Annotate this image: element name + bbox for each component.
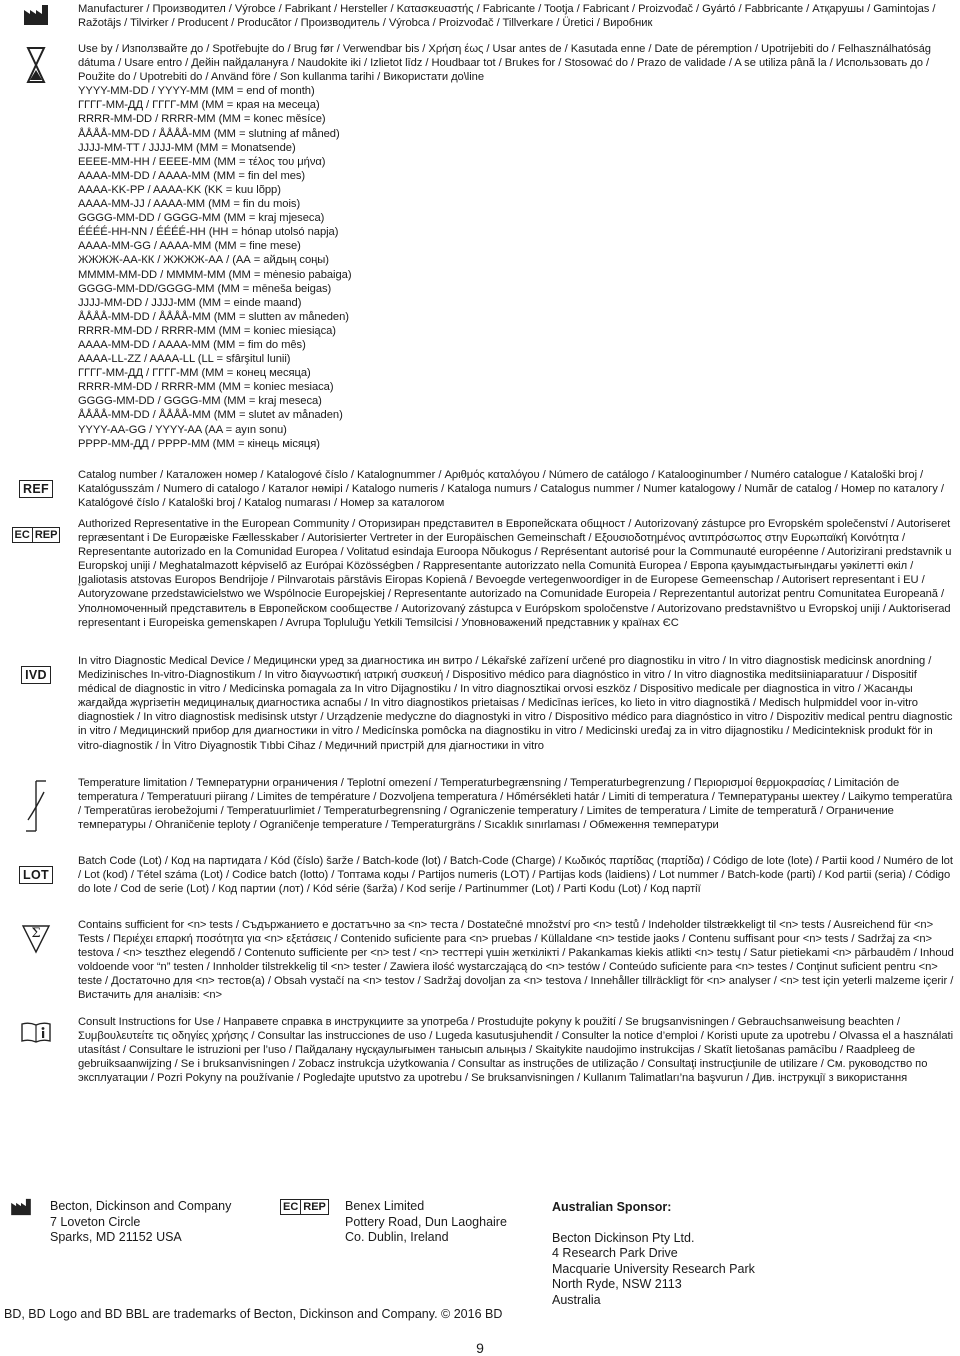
contains-text: Contains sufficient for <n> tests / Съдържанието е достатъчно за <n> теста / Dostatečné množství pro <n> testů / Indeholder tilstrækkeligt til <n> tests / Ausreichend für <n> Tests / Περιέχει επαρκή ποσότητα για <n> εξετάσεις / Contenido suficiente para <n> pruebas / Küllaldane <n> testide jaoks / Contenu suffisant pour <n> tests / Sadržaj za <n> testova / <n> teszthez elegendő / Contenuto sufficiente per <n> test / <n> тесттері үшін жеткілікті / Pakankamas kiekis atlikti <n> testų / Satur pietiekami <n> pārbaudēm / Inhoud voldoende voor “n” testen / Innholder tilstrekkelig til <n> tester / Zawiera ilość wystarczającą do <n> testów / Conteúdo suficiente para <n> testes / Conţinut suficient pentru <n> teste / Достаточно для <n> тестов(а) / Obsah vystačí na <n> testov / Sadržaj dovoljan za <n> testova / Innehåller tillräckligt för <n> analyser / <n> test için yeterli malzeme içerir / Вистачить для аналізів: <n> <box>78 919 954 1002</box>
page-number: 9 <box>476 1340 484 1356</box>
consult-text: Consult Instructions for Use / Направете справка в инструкциите за употреба / Prostudujte pokyny k použití / Se brugsanvisningen / Gebrauchsanweisung beachten / Συμβουλευτείτε τις οδηγίες χρήσης / Consultar las instrucciones de uso / Lugeda kasutusjuhendit / Consulter la notice d’emploi / Koristi upute za upotrebu / Olvassa el a használati utasítást / Consultare le istruzioni per l’uso / Пайдалану нұсқаулығымен танысып алыңыз / Skaitykite naudojimo instrukcijas / Skatīt lietošanas pamācību / Raadpleeg de gebruiksaanwijzing / Se i bruksanvisningen / Zobacz instrukcja użytkowania / Consultar as instruções de utilização / Consultaţi instrucţiunile de utilizare / См. руководство по эксплуатации / Pozri Pokyny na používanie / Pogledajte uputstvo za upotrebu / Se bruksanvisningen / Kullanım Talimatları’na başvurun / Див. інструкції з використання <box>78 1016 954 1085</box>
footer-ec-rep-icon <box>280 1199 329 1215</box>
authorized-rep-text: Authorized Representative in the European Community / Оторизиран представител в Европейската общност / Autorizovaný zástupce pro Evropském společenství / Autoriseret repræsentant i De Europæiske Fællesskaber / Autorisierter Vertreter in der Europäischen Gemeinschaft / Εξουσιοδοτημένος αντιπρόσωπος στην Ευρωπαϊκή Κοινότητα / Representante autorizado en la Comunidad Europea / Volitatud esindaja Euroopa Nõukogus / Représentant autorisé pour la Communauté européenne / Autorizirani predstavnik u Europskoj uniji / Meghatalmazott képviselő az Európai Közösségben / Rappresentante autorizzato nella Comunità Europea / Европа қауымдастығындағы уәкілетті өкіл / Įgaliotasis atstovas Europos Bendrijoje / Pilnvarotais pārstāvis Eiropas Kopienā / Bevoegde vertegenwoordiger in de Europese Gemeenschap / Autorisert representant i EU / Autoryzowane przedstawicielstwo we Wspólnocie Europejskiej / Representante autorizado na Comunidade Europeia / Reprezentantul autorizat pentru Comunitatea Europeană / Уполномоченный представитель в Европейском сообществе / Autorizovaný zástupca v Európskom spoločenstve / Autorizovano predstavništvo u Evropskoj uniji / Auktoriserad representant i Europeiska gemenskapen / Avrupa Topluluğu Yetkili Temsilcisi / Уповноважений представник у країнах ЄС <box>78 518 952 629</box>
temperature-limit-icon <box>22 778 50 834</box>
australian-sponsor <box>552 1184 755 1324</box>
footer-ec-label: EC <box>280 1199 301 1215</box>
catalog-text: Catalog number / Каталожен номер / Katalogové číslo / Katalognummer / Αριθμός καταλόγου / Número de catálogo / Katalooginumber / Numéro catalogue / Kataloški broj / Katalógusszám / Numero di catalogo / Каталог нөмірі / Katalogo numeris / Kataloga numurs / Catalogus nummer / Numer katalogowy / Număr de catalog / Номер по каталогу / Katalógové číslo / Kataloški broj / Katalog numarası / Номер за каталогом <box>78 469 944 510</box>
manufacturer-text: Manufacturer / Производител / Výrobce / Fabrikant / Hersteller / Κατασκευαστής / Fabricante / Tootja / Fabricant / Proizvođač / Gyártó / Fabbricante / Атқарушы / Gamintojas / Ražotājs / Tilvirker / Producent / Producător / Производитель / Výrobca / Proizvođač / Tillverkare / Üretici / Виробник <box>78 3 936 29</box>
use-by-text: Use by / Използвайте до / Spotřebujte do / Brug før / Verwendbar bis / Χρήση έως / Usar antes de / Kasutada enne / Date de péremption / Upotrijebiti do / Felhasználhatóság dátuma / Usare entro / Дейін пайдалануға / Naudokite iki / Izlietot līdz / Houdbaar tot / Brukes for / Stosować do / Prazo de validade / A se utiliza până la / Использовать до / Použite do / Upotrebiti do / Använd före / Son kullanma tarihi / Використати до\line YYYY-MM-DD / YYYY-MM (MM = end of month) ГГГГ-ММ-ДД / ГГГГ-ММ (ММ = края на месеца) RRRR-MM-DD / RRRR-MM (MM = konec měsíce) ÅÅÅÅ-MM-DD / ÅÅÅÅ-MM (MM = slutning af måned) JJJJ-MM-TT / JJJJ-MM (MM = Monatsende) ΕΕΕΕ-ΜΜ-ΗΗ / ΕΕΕΕ-ΜΜ (ΜΜ = τέλος του μήνα) AAAA-MM-DD / AAAA-MM (MM = fin del mes) AAAA-KK-PP / AAAA-KK (KK = kuu lõpp) AAAA-MM-JJ / AAAA-MM (MM = fin du mois) GGGG-MM-DD / GGGG-MM (MM = kraj mjeseca) ÉÉÉÉ-HH-NN / ÉÉÉÉ-HH (HH = hónap utolsó napja) AAAA-MM-GG / AAAA-MM (MM = fine mese) ЖЖЖЖ-АА-КК / ЖЖЖЖ-АА / (АА = айдың соңы) MMMM-MM-DD / MMMM-MM (MM = mėnesio pabaiga) GGGG-MM-DD/GGGG-MM (MM = mēneša beigas) JJJJ-MM-DD / JJJJ-MM (MM = einde maand) ÅÅÅÅ-MM-DD / ÅÅÅÅ-MM (MM = slutten av måneden) RRRR-MM-DD / RRRR-MM (MM = koniec miesiąca) AAAA-MM-DD / AAAA-MM (MM = fim do mês) AAAA-LL-ZZ / AAAA-LL (LL = sfârşitul lunii) ГГГГ-ММ-ДД / ГГГГ-ММ (ММ = конец месяца) RRRR-MM-DD / RRRR-MM (MM = koniec mesiaca) GGGG-MM-DD / GGGG-MM (MM = kraj meseca) ÅÅÅÅ-MM-DD / ÅÅÅÅ-MM (MM = slutet av månaden) YYYY-AA-GG / YYYY-AA (AA = ayın sonu) РРРР-ММ-ДД / РРРР-ММ (ММ = кінець місяця) <box>78 43 931 450</box>
ref-icon: REF <box>19 480 53 498</box>
consult-instructions-icon <box>20 1021 52 1043</box>
ivd-icon: IVD <box>21 666 51 684</box>
rep-address: Benex Limited Pottery Road, Dun Laoghaire Co. Dublin, Ireland <box>345 1199 507 1244</box>
rep-label: REP <box>33 527 61 543</box>
ivd-text: In vitro Diagnostic Medical Device / Медицински уред за диагностика ин витро / Lékařské zařízení určené pro diagnostiku in vitro / In vitro diagnostisk medicinsk anordning / Medizinisches In-vitro-Diagnostikum / In vitro διαγνωστική ιατρική συσκευή / Dispositivo médico para diagnóstico in vitro / In vitro diagnostika meditsiiniaparatuur / Dispositif médical de diagnostic in vitro / Medicinska pomagala za In vitro Dijagnostiku / In vitro diagnosztikai orvosi eszköz / Dispositivo medicale per diagnostica in vitro / Жасанды жағдайда жүргізетін медициналық диагностика аспабы / In vitro diagnostikos prietaisas / Medicīnas ierīces, ko lieto in vitro diagnostikā / Medisch hulpmiddel voor in-vitro diagnostiek / In vitro diagnostisk medisinsk utstyr / Urządzenie medyczne do diagnostyki in vitro / Dispositivo médico para diagnóstico in vitro / Dispozitiv medical pentru diagnostic in vitro / Медицинский прибор для диагностики in vitro / Medicínska pomôcka na diagnostiku in vitro / Medicinski uređaj za in vitro dijagnostiku / Medicinteknisk produkt för in vitro-diagnostik / İn Vitro Diyagnostik Tıbbi Cihaz / Медичний пристрій для діагностики in vitro <box>78 655 953 752</box>
trademark-notice: BD, BD Logo and BD BBL are trademarks of Becton, Dickinson and Company. © 2016 BD <box>4 1307 503 1321</box>
ec-rep-icon <box>12 527 61 543</box>
manufacturer-address: Becton, Dickinson and Company 7 Loveton Circle Sparks, MD 21152 USA <box>50 1199 232 1244</box>
lot-icon: LOT <box>19 866 53 884</box>
manufacturer-icon <box>23 4 49 26</box>
footer-rep-label: REP <box>301 1199 329 1215</box>
temperature-text: Temperature limitation / Температурни ограничения / Teplotní omezení / Temperaturbegrænsning / Temperaturbegrenzung / Περιορισμοί θερμοκρασίας / Limitación de temperatura / Temperatuuri piirang / Limites de température / Dozvoljena temperatura / Hőmérsékleti határ / Limiti di temperatura / Температураны шектеу / Laikymo temperatūra / Temperatūras ierobežojumi / Temperatuurlimiet / Temperaturbegrensning / Ograniczenie temperatury / Limites de temperatura / Limite de temperatură / Ограничение температуры / Ohraničenie teploty / Ograničenje temperature / Temperaturgräns / Sıcaklık sınırlaması / Обмеження температури <box>78 777 953 832</box>
sigma-label: Σ <box>31 926 41 941</box>
footer-manufacturer-icon <box>10 1198 32 1216</box>
sigma-icon <box>21 924 51 954</box>
hourglass-icon <box>26 46 46 84</box>
sponsor-address: Becton Dickinson Pty Ltd. 4 Research Park Drive Macquarie University Research Park North Ryde, NSW 2113 Australia <box>552 1230 755 1307</box>
batch-text: Batch Code (Lot) / Код на партидата / Kód (číslo) šarže / Batch-kode (lot) / Batch-Code (Charge) / Κωδικός παρτίδας (παρτίδα) / Código de lote (lote) / Partii kood / Numéro de lot / Lot (kod) / Tétel száma (Lot) / Codice batch (lotto) / Топтама коды / Partijos numeris (LOT) / Partijas kods (laidiens) / Lot nummer / Batch-kode (parti) / Kod partii (seria) / Código do lote / Cod de serie (Lot) / Код партии (лот) / Kód série (šarža) / Kod serije / Partinummer (Lot) / Parti Kodu (Lot) / Код партії <box>78 855 953 896</box>
sponsor-heading: Australian Sponsor: <box>552 1199 672 1214</box>
ec-label: EC <box>12 527 33 543</box>
